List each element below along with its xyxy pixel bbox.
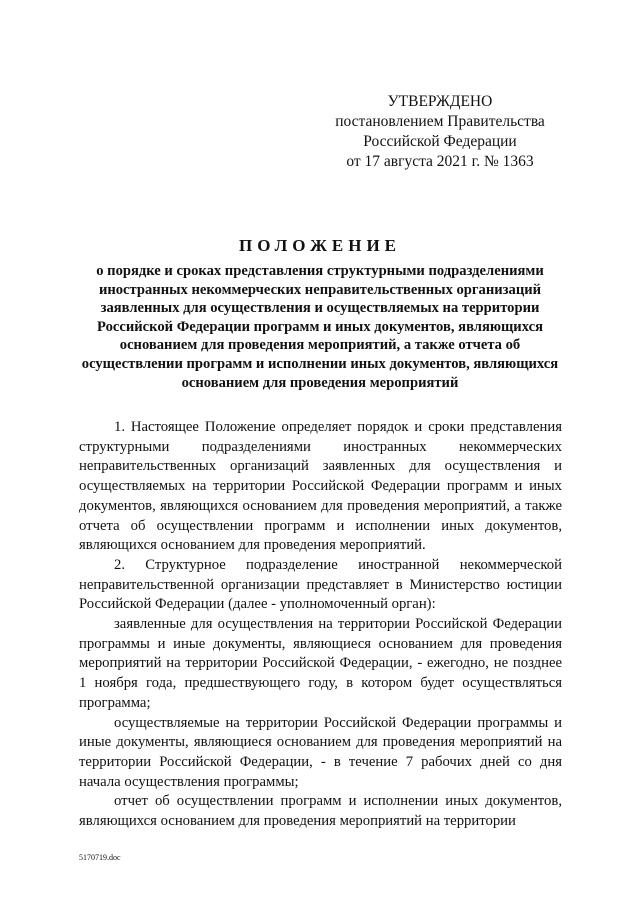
file-name-footer: 5170719.doc xyxy=(79,853,121,862)
approval-label: УТВЕРЖДЕНО xyxy=(387,93,493,110)
approval-government: Российской Федерации xyxy=(363,133,517,150)
paragraph-1: 1. Настоящее Положение определяет порядок и сроки представления структурными подразделениями иностранных некоммерческих неправительственных организаций заявленных для осуществления и осуществляемых на территории Российской Федерации программ и иных документов, являющихся основанием для проведения мероприятий, а также отчета об осуществлении программ и исполнении иных документов, являющихся основанием для проведения мероприятий. xyxy=(79,419,562,554)
approval-decree: постановлением Правительства xyxy=(335,113,545,130)
paragraph-2: 2. Структурное подразделение иностранной некоммерческой неправительственной организации представляет в Министерство юстиции Российской Федерации (далее - уполномоченный орган): xyxy=(79,556,562,613)
document-subtitle: о порядке и сроках представления структурными подразделениями иностранных некоммерческих неправительственных организаций заявленных для осуществления и осуществляемых на территории Российской Федерации программ и иных документов, являющихся основанием для проведения мероприятий, а также отчета об осуществлении программ и исполнении иных документов, являющихся основанием для проведения мероприятий xyxy=(81,263,559,391)
paragraph-4: осуществляемые на территории Российской Федерации программы и иные документы, являющиеся основанием для проведения мероприятий на территории Российской Федерации, - в течение 7 рабочих дней со дня начала осуществления программы; xyxy=(79,714,562,790)
document-body xyxy=(79,418,562,832)
approval-block xyxy=(330,92,550,172)
paragraph-3: заявленные для осуществления на территории Российской Федерации программы и иные документы, являющиеся основанием для проведения мероприятий на территории Российской Федерации, - ежегодно, не позднее 1 ноября года, предшествующего году, в котором будет осуществляться программа; xyxy=(79,616,562,711)
paragraph-5: отчет об осуществлении программ и исполнении иных документов, являющихся основанием для проведения мероприятий на территории xyxy=(79,793,562,830)
document-title: ПОЛОЖЕНИЕ xyxy=(239,236,401,255)
approval-date-number: от 17 августа 2021 г. № 1363 xyxy=(346,153,534,170)
